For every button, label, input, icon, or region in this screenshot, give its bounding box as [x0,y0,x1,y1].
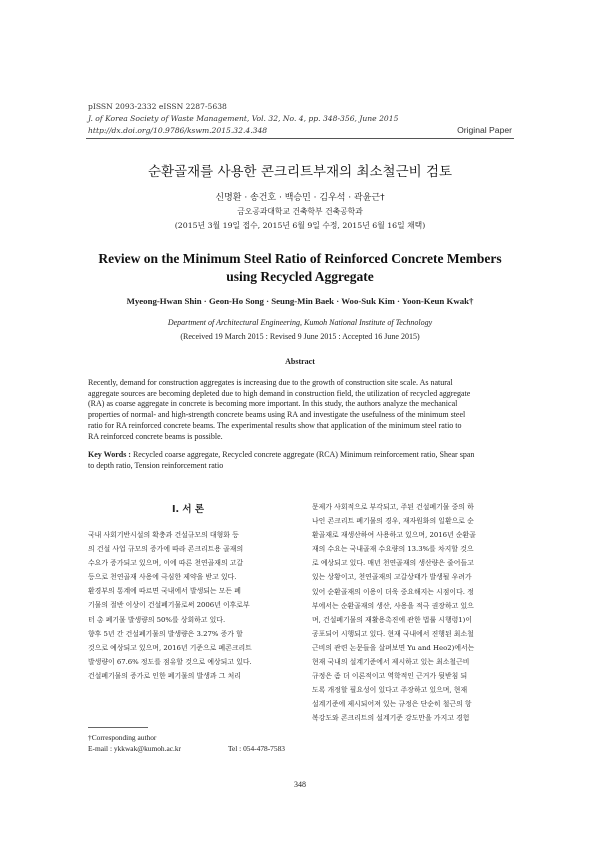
left-column [88,528,288,683]
author-phone: Tel : 054-478-7583 [228,744,285,753]
body-line: 등으로 천연골재 사용에 극심한 제약을 받고 있다. [88,573,237,582]
english-title-line: using Recycled Aggregate [226,269,374,284]
body-line: 향후 5년 간 건설폐기물의 발생량은 3.27% 증가 할 [88,629,243,638]
page-number: 348 [294,780,306,789]
abstract-line: aggregate sources are becoming depleted due to high demand in construction field, the utilization of recycled aggregate [88,388,471,398]
issn-line: pISSN 2093-2332 eISSN 2287-5638 [88,102,227,111]
body-line: 현재 국내의 설계기준에서 제시하고 있는 최소철근비 [312,658,470,667]
body-line: 터 총 폐기물 발생량의 50%를 상회하고 있다. [88,615,226,624]
korean-dates: (2015년 3월 19일 접수, 2015년 6월 9일 수정, 2015년 6월 16일 채택) [174,221,426,230]
body-line: 부에서는 순환골재의 생산, 사용을 적극 권장하고 있으 [312,601,474,610]
footnote-divider [88,727,148,728]
doi-link[interactable]: http://dx.doi.org/10.9786/kswm.2015.32.4.348 [88,126,268,135]
korean-title: 순환골재를 사용한 콘크리트부재의 최소철근비 검토 [147,164,453,180]
english-title-line: Review on the Minimum Steel Ratio of Reinforced Concrete Members [98,251,502,266]
body-line: 복강도와 콘크리트의 설계기준 강도만을 가지고 경험 [312,714,470,723]
right-column [312,500,512,726]
abstract-body [88,378,513,442]
body-line: 의 건설 사업 규모의 증가에 따라 콘크리트용 골재의 [88,545,244,554]
body-line: 수요가 증가되고 있으며, 이에 따른 천연골재의 고갈 [88,559,244,568]
keywords-line: to depth ratio, Tension reinforcement ratio [88,460,224,470]
body-line: 것으로 예상되고 있으며, 2016년 기준으로 폐콘크리트 [88,643,252,652]
body-line: 공포되어 시행되고 있다. 현재 국내에서 진행된 최소철 [312,629,474,638]
author-email[interactable]: E-mail : ykkwak@kumoh.ac.kr [88,744,182,753]
english-title [0,250,600,286]
abstract-line: properties of normal- and high-strength concrete beams using RA and investigate the usefulness of the minimum steel [88,410,466,420]
body-line: 재의 수요는 국내골재 수요량의 13.3%를 차지할 것으 [312,545,474,554]
journal-header [88,101,398,137]
section-heading: I. 서 론 [171,504,205,515]
body-line: 근비의 관련 논문들을 살펴보면 Yu and Heo2)에서는 [312,643,475,652]
english-authors: Myeong-Hwan Shin · Geon-Ho Song · Seung-Min Baek · Woo-Suk Kim · Yoon-Keun Kwak† [126,296,474,306]
corresponding-author-label: †Corresponding author [88,733,157,742]
korean-affiliation: 금오공과대학교 건축학부 건축공학과 [237,207,363,216]
abstract-line: Recently, demand for construction aggregates is increasing due to the growth of construction site scale. As natural [88,378,453,387]
abstract-line: RA reinforced concrete beams is possible. [88,431,223,441]
body-line: 건설폐기물의 증가로 인한 폐기물의 발생과 그 처리 [88,671,241,680]
body-line: 문제가 사회적으로 부각되고, 주된 건설폐기물 중의 하 [312,503,474,511]
header-divider [86,138,514,139]
article-type-label: Original Paper [457,125,512,135]
english-dates: (Received 19 March 2015 : Revised 9 June 2015 : Accepted 16 June 2015) [180,332,420,341]
body-line: 며, 건설폐기물의 재활용촉진에 관한 법률 시행령1)이 [312,615,472,624]
body-line: 환골재로 재생산하여 사용하고 있으며, 2016년 순환골 [312,531,476,540]
footnote [88,732,285,754]
body-line: 규정은 좀 더 이론적이고 역학적인 근거가 뒷받침 되 [312,672,468,681]
body-line: 있어 순환골재의 이용이 더욱 중요해지는 시점이다. 정 [312,587,474,596]
body-line: 국내 사회기반시설의 확충과 건설규모의 대형화 등 [88,531,239,539]
body-line: 나인 콘크리트 폐기물의 경우, 재자원화의 일환으로 순 [312,517,474,526]
journal-citation: J. of Korea Society of Waste Management, Vol. 32, No. 4, pp. 348-356, June 2015 [88,114,399,123]
keywords [88,450,513,471]
abstract-line: ratio for RA reinforced concrete beams. The experimental results show that application of the minimum steel ratio to [88,420,462,430]
body-line: 도록 개정할 필요성이 있다고 주장하고 있으며, 현재 [312,686,468,695]
body-line: 발생량이 67.6% 정도를 점유할 것으로 예상되고 있다. [88,657,252,666]
keywords-label: Key Words : [88,450,131,459]
body-line: 설계기준에 제시되어져 있는 규정은 단순히 철근의 항 [312,700,472,709]
english-affiliation: Department of Architectural Engineering, Kumoh National Institute of Technology [167,318,433,327]
body-line: 기물의 절반 이상이 건설폐기물로써 2006년 이후로부 [88,601,250,610]
korean-authors: 신명환 · 송건호 · 백승민 · 김우석 · 곽윤근† [215,193,385,203]
body-line: 있는 상황이고, 천연골재의 고갈상태가 발생될 우려가 [312,573,472,582]
body-line: 환경부의 통계에 따르면 국내에서 발생되는 모든 폐 [88,587,241,596]
body-line: 로 예상되고 있다. 매년 천연골재의 생산량은 줄어들고 [312,559,474,568]
abstract-heading: Abstract [285,357,315,366]
keywords-line: Recycled coarse aggregate, Recycled concrete aggregate (RCA) Minimum reinforcement ratio, Shear span [130,450,475,459]
abstract-line: (RA) as coarse aggregate in concrete is becoming more important. In this study, the authors analyze the mechanical [88,399,458,409]
